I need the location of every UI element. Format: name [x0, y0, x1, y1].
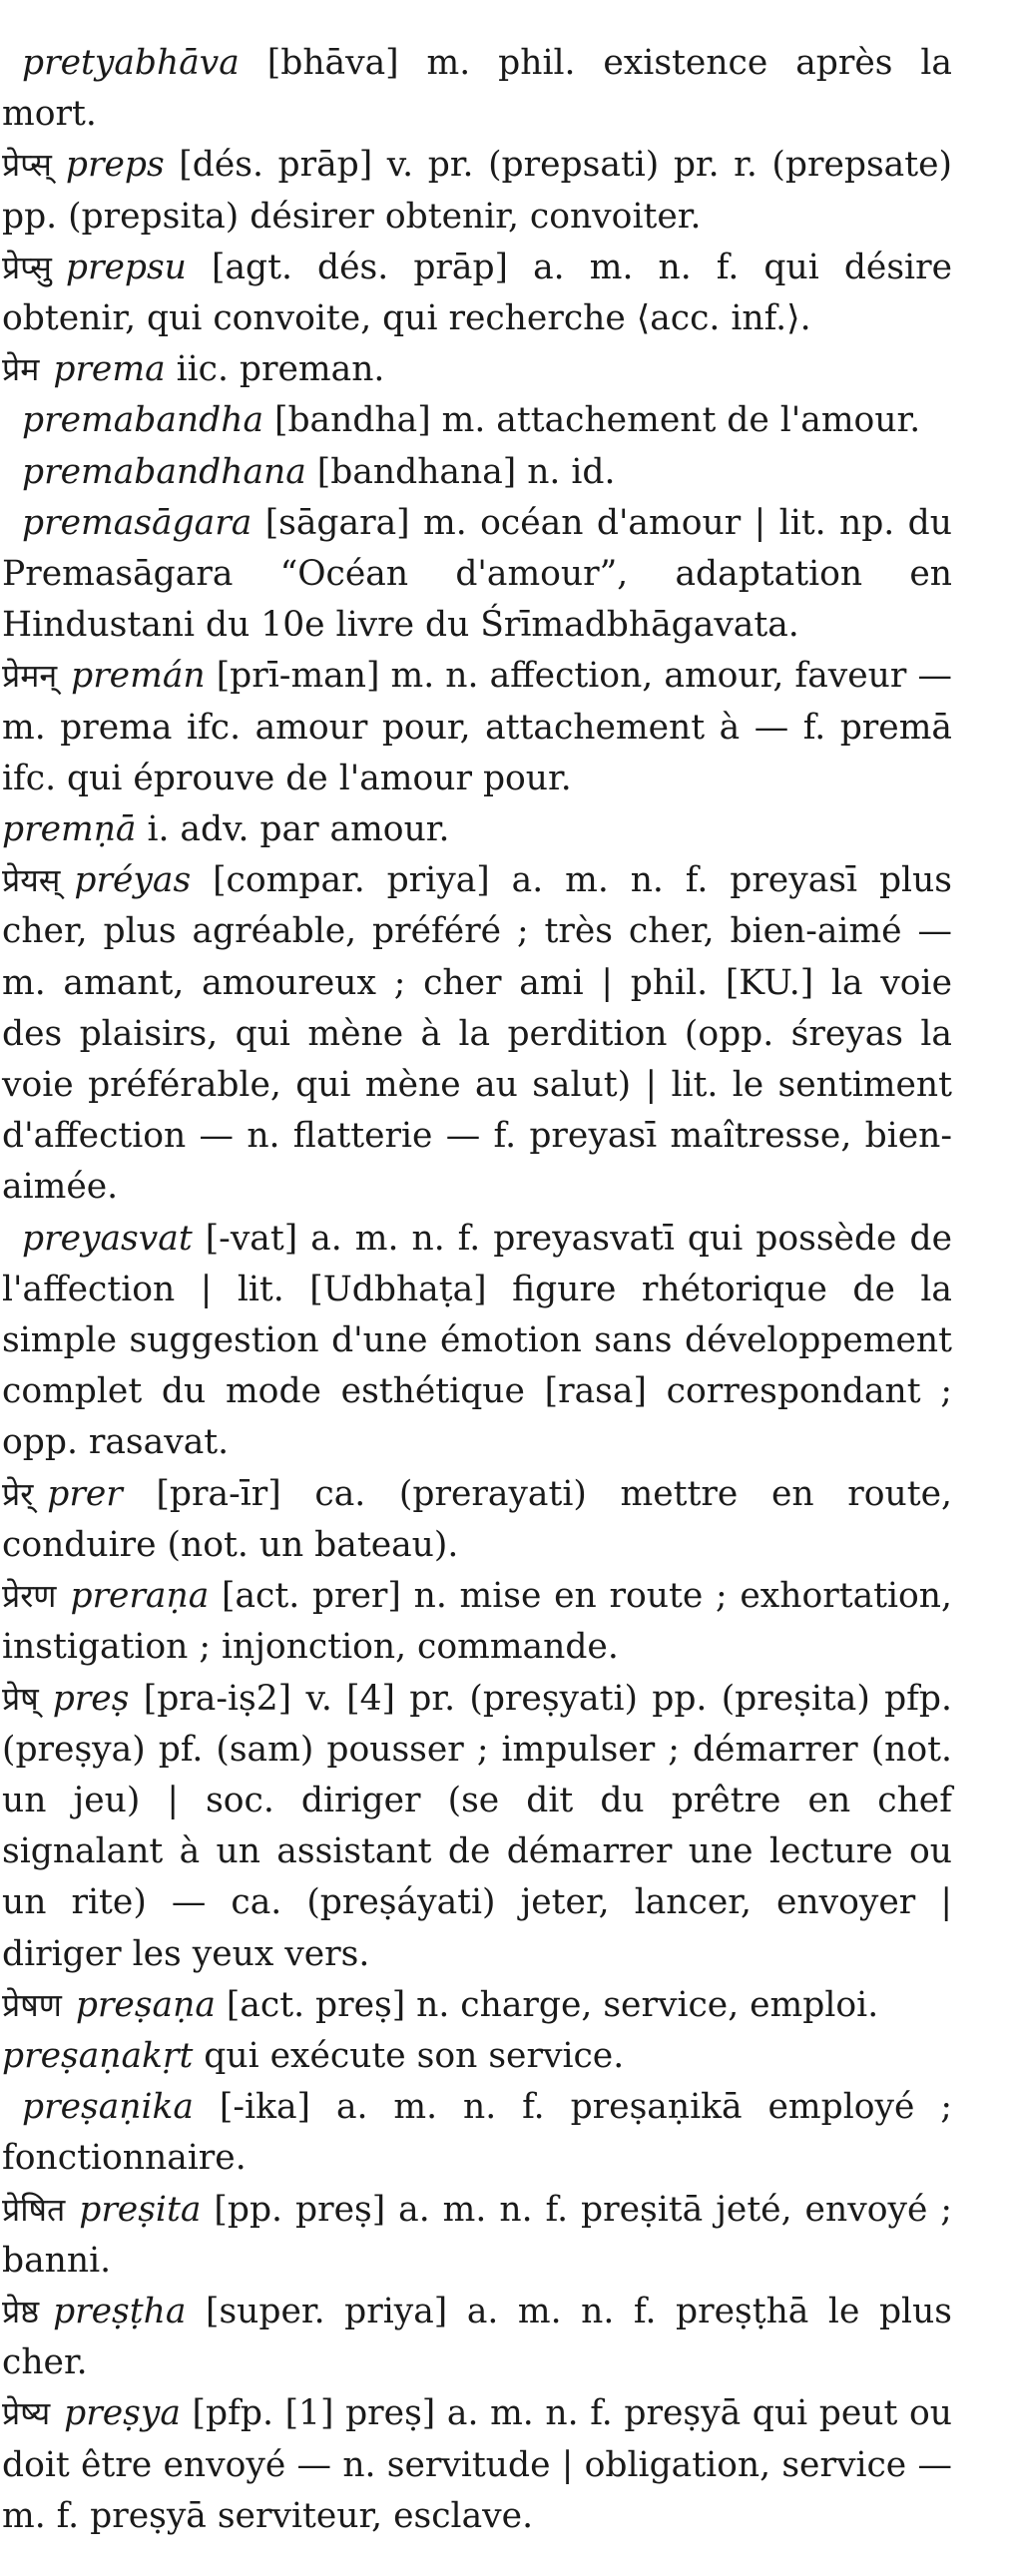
- definition-text: [act. preṣ] n. charge, service, emploi.: [215, 1984, 879, 2025]
- headword: premán: [71, 656, 206, 697]
- dictionary-entry: [2, 2287, 952, 2388]
- headword: preṣya: [64, 2393, 181, 2434]
- dictionary-entry: [2, 855, 952, 1213]
- dictionary-entry: [2, 1469, 952, 1571]
- dictionary-entry: [2, 2082, 952, 2184]
- headword: preyasvat: [22, 1218, 193, 1259]
- definition-text: [pp. preṣ] a. m. n. f. preṣitā jeté, envoyé ; banni.: [2, 2189, 952, 2281]
- headword: preṣaṇika: [22, 2087, 194, 2128]
- dictionary-entry: [2, 1980, 952, 2031]
- dictionary-entry: [2, 1674, 952, 1980]
- dictionary-entry: [2, 1571, 952, 1673]
- definition-text: [sāgara] m. océan d'amour | lit. np. du Premasāgara “Océan d'amour”, adaptation en Hindustani du 10e livre du Śrīmadbhāgavata.: [2, 502, 952, 646]
- dictionary-entry: [2, 243, 952, 344]
- headword: prema: [53, 349, 166, 390]
- definition-text: [super. priya] a. m. n. f. preṣṭhā le plus cher.: [2, 2291, 952, 2383]
- definition-text: i. adv. par amour.: [136, 809, 450, 850]
- devanagari-headword: प्रेष्ठ: [2, 2292, 40, 2330]
- definition-text: qui exécute son service.: [193, 2035, 625, 2076]
- definition-text: [-vat] a. m. n. f. preyasvatī qui possède de l'affection | lit. [Udbhaṭa] figure rhétorique de la simple suggestion d'une émotion sans développement complet du mode esthétique [rasa] correspondant ; opp. rasavat.: [2, 1218, 952, 1463]
- devanagari-headword: प्रेमन्: [2, 657, 58, 696]
- dictionary-entry: [2, 344, 952, 395]
- dictionary-entry: [2, 651, 952, 804]
- headword: pretyabhāva: [22, 43, 240, 83]
- dictionary-entry: [2, 2185, 952, 2287]
- definition-text: [bhāva] m. phil. existence après la mort.: [2, 43, 952, 135]
- definition-text: [act. prer] n. mise en route ; exhortation, instigation ; injonction, commande.: [2, 1576, 952, 1668]
- headword: preṣaṇa: [75, 1984, 216, 2025]
- devanagari-headword: प्रेप्स्: [2, 146, 52, 185]
- definition-text: [pfp. [1] preṣ] a. m. n. f. preṣyā qui peut ou doit être envoyé — n. servitude | obligation, service — m. f. preṣyā serviteur, esclave.: [2, 2393, 952, 2536]
- headword: préyas: [74, 860, 192, 901]
- definition-text: [pra-īr] ca. (prerayati) mettre en route, conduire (not. un bateau).: [2, 1473, 952, 1565]
- devanagari-headword: प्रेयस्: [2, 861, 61, 900]
- headword: preṣita: [79, 2189, 202, 2230]
- dictionary-entry: [2, 804, 952, 855]
- definition-text: [dés. prāp] v. pr. (prepsati) pr. r. (prepsate) pp. (prepsita) désirer obtenir, convoiter.: [2, 145, 952, 237]
- headword: premabandha: [22, 400, 264, 441]
- devanagari-headword: प्रेरण: [2, 1577, 57, 1616]
- devanagari-headword: प्रेषण: [2, 1985, 62, 2024]
- dictionary-entry: [2, 140, 952, 242]
- headword: prer: [47, 1473, 123, 1514]
- dictionary-entry: [2, 2388, 952, 2542]
- headword: preps: [65, 145, 165, 186]
- devanagari-headword: प्रेष्य: [2, 2394, 51, 2433]
- dictionary-entry: [2, 38, 952, 140]
- definition-text: [bandha] m. attachement de l'amour.: [263, 400, 921, 441]
- dictionary-entry: [2, 2031, 952, 2082]
- headword: prepsu: [65, 247, 187, 287]
- definition-text: iic. preman.: [165, 349, 385, 390]
- devanagari-headword: प्रेप्सु: [2, 248, 52, 286]
- dictionary-entry: [2, 447, 952, 498]
- devanagari-headword: प्रेष्: [2, 1679, 39, 1718]
- dictionary-entry: [2, 395, 952, 446]
- headword: preṣṭha: [53, 2291, 187, 2331]
- headword: premasāgara: [22, 502, 253, 543]
- definition-text: [prī-man] m. n. affection, amour, faveur — m. prema ifc. amour pour, attachement à — f. premā ifc. qui éprouve de l'amour pour.: [2, 656, 952, 798]
- devanagari-headword: प्रेर्: [2, 1474, 34, 1513]
- headword: premṇā: [2, 809, 137, 850]
- dictionary-entry: [2, 498, 952, 652]
- definition-text: [bandhana] n. id.: [305, 451, 616, 492]
- definition-text: [pra-iṣ2] v. [4] pr. (preṣyati) pp. (preṣita) pfp. (preṣya) pf. (sam) pousser ; impulser ; démarrer (not. un jeu) | soc. diriger (se dit du prêtre en chef signalant à un assistant de démarrer une lecture ou un rite) — ca. (preṣáyati) jeter, lancer, envoyer | diriger les yeux vers.: [2, 1678, 952, 1974]
- definition-text: [agt. dés. prāp] a. m. n. f. qui désire obtenir, qui convoite, qui recherche ⟨acc. inf.⟩.: [2, 247, 952, 339]
- devanagari-headword: प्रेषित: [2, 2190, 66, 2229]
- definition-text: [compar. priya] a. m. n. f. preyasī plus cher, plus agréable, préféré ; très cher, bien-aimé — m. amant, amoureux ; cher ami | phil. [KU.] la voie des plaisirs, qui mène à la perdition (opp. śreyas la voie préférable, qui mène au salut) | lit. le sentiment d'affection — n. flatterie — f. preyasī maîtresse, bien-aimée.: [2, 860, 952, 1208]
- headword: preṣaṇakṛt: [2, 2035, 194, 2076]
- definition-text: [-ika] a. m. n. f. preṣaṇikā employé ; fonctionnaire.: [2, 2087, 952, 2179]
- headword: preṣ: [52, 1678, 130, 1719]
- headword: premabandhana: [22, 451, 306, 492]
- headword: preraṇa: [70, 1576, 210, 1617]
- devanagari-headword: प्रेम: [2, 350, 40, 389]
- dictionary-entry: [2, 1214, 952, 1469]
